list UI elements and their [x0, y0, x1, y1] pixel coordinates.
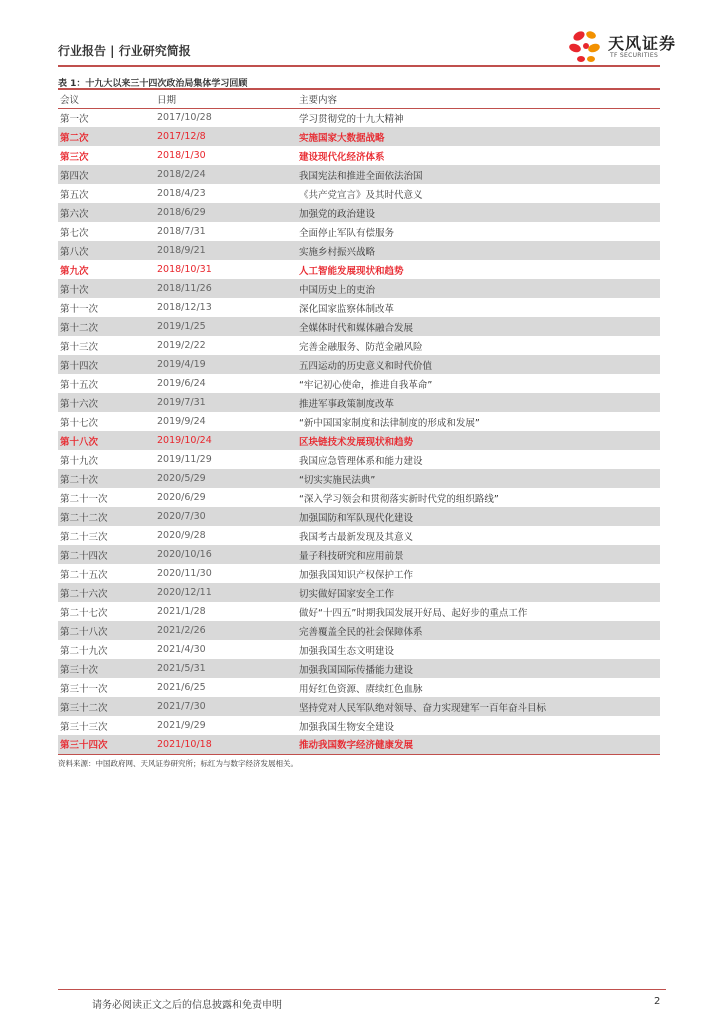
cell-meeting: 第三十次 — [58, 659, 157, 678]
table-row — [58, 108, 660, 127]
table-row — [58, 678, 660, 697]
table-row — [58, 621, 660, 640]
cell-content: “新中国国家制度和法律制度的形成和发展” — [299, 417, 480, 429]
table-row — [58, 640, 660, 659]
cell-content: 切实做好国家安全工作 — [299, 583, 660, 602]
table-row — [58, 355, 660, 374]
table-row — [58, 146, 660, 165]
cell-date: 2018/6/29 — [157, 203, 299, 222]
cell-meeting: 第七次 — [60, 227, 89, 239]
table-row — [58, 545, 660, 564]
cell-meeting: 第二十九次 — [60, 645, 108, 657]
cell-date: 2018/10/31 — [157, 264, 212, 275]
cell-meeting: 第十三次 — [60, 341, 99, 353]
cell-content: 加强我国知识产权保护工作 — [299, 569, 414, 581]
cell-date: 2020/10/16 — [157, 545, 299, 564]
table-row — [58, 469, 660, 488]
cell-date: 2020/7/30 — [157, 507, 299, 526]
cell-content: 推进军事政策制度改革 — [299, 393, 660, 412]
column-header-date: 日期 — [157, 89, 299, 108]
table-row — [58, 374, 660, 393]
cell-meeting: 第三十二次 — [58, 697, 157, 716]
cell-meeting: 第八次 — [58, 241, 157, 260]
cell-meeting: 第十四次 — [58, 355, 157, 374]
cell-content: 《共产党宣言》及其时代意义 — [299, 189, 423, 201]
cell-meeting: 第二十八次 — [58, 621, 157, 640]
table-row — [58, 203, 660, 222]
cell-content: “切实实施民法典” — [299, 469, 660, 488]
table-row — [58, 260, 660, 279]
table-row — [58, 336, 660, 355]
study-sessions-table — [58, 88, 660, 755]
cell-date: 2018/4/23 — [157, 188, 206, 199]
cell-content: 量子科技研究和应用前景 — [299, 545, 660, 564]
cell-content: 坚持党对人民军队绝对领导、奋力实现建军一百年奋斗目标 — [299, 697, 660, 716]
cell-meeting: 第十八次 — [58, 431, 157, 450]
logo-name: 天风证券 — [608, 34, 677, 53]
table-row — [58, 431, 660, 450]
cell-content: 学习贯彻党的十九大精神 — [299, 113, 404, 125]
table-row — [58, 412, 660, 431]
cell-date: 2019/9/24 — [157, 416, 206, 427]
cell-date: 2018/7/31 — [157, 226, 206, 237]
cell-content: 五四运动的历史意义和时代价值 — [299, 355, 660, 374]
table-header-row — [58, 89, 660, 108]
table-row — [58, 564, 660, 583]
cell-meeting: 第四次 — [58, 165, 157, 184]
cell-meeting: 第一次 — [60, 113, 89, 125]
table-row — [58, 241, 660, 260]
cell-meeting: 第十次 — [58, 279, 157, 298]
column-header-meeting: 会议 — [58, 89, 157, 108]
cell-content: 完善金融服务、防范金融风险 — [299, 341, 423, 353]
cell-meeting: 第二十七次 — [60, 607, 108, 619]
cell-meeting: 第二次 — [58, 127, 157, 146]
column-header-content: 主要内容 — [299, 89, 660, 108]
cell-content: 我国应急管理体系和能力建设 — [299, 455, 423, 467]
cell-meeting: 第三十四次 — [58, 735, 157, 754]
cell-content: 用好红色资源、赓续红色血脉 — [299, 683, 423, 695]
cell-meeting: 第十七次 — [60, 417, 99, 429]
table-caption: 表 1：十九大以来三十四次政治局集体学习回顾 — [58, 79, 248, 89]
cell-content: 完善覆盖全民的社会保障体系 — [299, 621, 660, 640]
footer-rule — [58, 989, 666, 990]
cell-meeting: 第二十二次 — [58, 507, 157, 526]
cell-content: 全面停止军队有偿服务 — [299, 227, 395, 239]
cell-content: 做好“十四五”时期我国发展开好局、起好步的重点工作 — [299, 607, 528, 619]
table-row — [58, 279, 660, 298]
company-logo — [566, 26, 676, 66]
table-row — [58, 697, 660, 716]
cell-date: 2018/9/21 — [157, 241, 299, 260]
cell-content: 推动我国数字经济健康发展 — [299, 735, 660, 754]
table-row — [58, 450, 660, 469]
cell-content: 我国考古最新发现及其意义 — [299, 531, 414, 543]
cell-date: 2018/2/24 — [157, 165, 299, 184]
cell-meeting: 第九次 — [60, 265, 89, 277]
table-row — [58, 735, 660, 754]
cell-content: “牢记初心使命，推进自我革命” — [299, 379, 433, 391]
cell-content: 深化国家监察体制改革 — [299, 303, 395, 315]
logo-mark-icon — [566, 26, 606, 66]
cell-content: 实施乡村振兴战略 — [299, 241, 660, 260]
header-rule — [58, 65, 660, 67]
cell-date: 2019/7/31 — [157, 393, 299, 412]
cell-meeting: 第十五次 — [60, 379, 99, 391]
table-row — [58, 317, 660, 336]
cell-date: 2020/5/29 — [157, 469, 299, 488]
cell-meeting: 第六次 — [58, 203, 157, 222]
table-row — [58, 222, 660, 241]
cell-meeting: 第二十一次 — [60, 493, 108, 505]
cell-content: 加强党的政治建设 — [299, 203, 660, 222]
cell-date: 2018/12/13 — [157, 302, 212, 313]
table-row — [58, 127, 660, 146]
cell-date: 2021/2/26 — [157, 621, 299, 640]
table-row — [58, 507, 660, 526]
table-row — [58, 298, 660, 317]
cell-meeting: 第十一次 — [60, 303, 99, 315]
cell-meeting: 第二十五次 — [60, 569, 108, 581]
footer-disclaimer: 请务必阅读正文之后的信息披露和免责申明 — [92, 1000, 282, 1011]
cell-meeting: 第五次 — [60, 189, 89, 201]
cell-meeting: 第十九次 — [60, 455, 99, 467]
cell-meeting: 第三十三次 — [60, 721, 108, 733]
cell-date: 2017/12/8 — [157, 127, 299, 146]
cell-content: 加强我国生态文明建设 — [299, 645, 395, 657]
cell-meeting: 第十二次 — [58, 317, 157, 336]
cell-meeting: 第二十三次 — [60, 531, 108, 543]
table-row — [58, 165, 660, 184]
page-number: 2 — [654, 996, 661, 1007]
cell-content: 建设现代化经济体系 — [299, 151, 385, 163]
cell-date: 2019/10/24 — [157, 431, 299, 450]
cell-date: 2020/9/28 — [157, 530, 206, 541]
source-note: 资料来源：中国政府网、天风证券研究所；标红为与数字经济发展相关。 — [58, 759, 298, 768]
cell-meeting: 第十六次 — [58, 393, 157, 412]
cell-content: 加强我国生物安全建设 — [299, 721, 395, 733]
cell-date: 2019/11/29 — [157, 454, 212, 465]
cell-date: 2021/10/18 — [157, 735, 299, 754]
cell-date: 2018/1/30 — [157, 150, 206, 161]
cell-date: 2018/11/26 — [157, 279, 299, 298]
table-row — [58, 659, 660, 678]
table-row — [58, 526, 660, 545]
table-row — [58, 583, 660, 602]
cell-date: 2020/11/30 — [157, 568, 212, 579]
report-header: 行业报告 | 行业研究简报 — [58, 44, 191, 58]
cell-date: 2021/9/29 — [157, 720, 206, 731]
cell-content: 加强我国国际传播能力建设 — [299, 659, 660, 678]
cell-content: 我国宪法和推进全面依法治国 — [299, 165, 660, 184]
cell-date: 2021/4/30 — [157, 644, 206, 655]
cell-meeting: 第三次 — [60, 151, 89, 163]
cell-date: 2021/5/31 — [157, 659, 299, 678]
cell-content: 全媒体时代和媒体融合发展 — [299, 317, 660, 336]
cell-date: 2019/1/25 — [157, 317, 299, 336]
cell-content: 实施国家大数据战略 — [299, 127, 660, 146]
cell-date: 2020/12/11 — [157, 583, 299, 602]
cell-date: 2021/1/28 — [157, 606, 206, 617]
cell-content: “深入学习领会和贯彻落实新时代党的组织路线” — [299, 493, 499, 505]
cell-date: 2019/2/22 — [157, 340, 206, 351]
cell-content: 中国历史上的吏治 — [299, 279, 660, 298]
logo-subtitle: TF SECURITIES — [610, 52, 659, 59]
cell-content: 加强国防和军队现代化建设 — [299, 507, 660, 526]
table-row — [58, 488, 660, 507]
cell-date: 2020/6/29 — [157, 492, 206, 503]
cell-date: 2019/4/19 — [157, 355, 299, 374]
cell-content: 区块链技术发展现状和趋势 — [299, 431, 660, 450]
cell-date: 2021/6/25 — [157, 682, 206, 693]
cell-date: 2021/7/30 — [157, 697, 299, 716]
cell-content: 人工智能发展现状和趋势 — [299, 265, 404, 277]
table-row — [58, 716, 660, 735]
cell-meeting: 第二十四次 — [58, 545, 157, 564]
cell-meeting: 第二十六次 — [58, 583, 157, 602]
cell-date: 2019/6/24 — [157, 378, 206, 389]
cell-meeting: 第二十次 — [58, 469, 157, 488]
table-row — [58, 184, 660, 203]
table-row — [58, 393, 660, 412]
cell-date: 2017/10/28 — [157, 112, 212, 124]
table-row — [58, 602, 660, 621]
cell-meeting: 第三十一次 — [60, 683, 108, 695]
